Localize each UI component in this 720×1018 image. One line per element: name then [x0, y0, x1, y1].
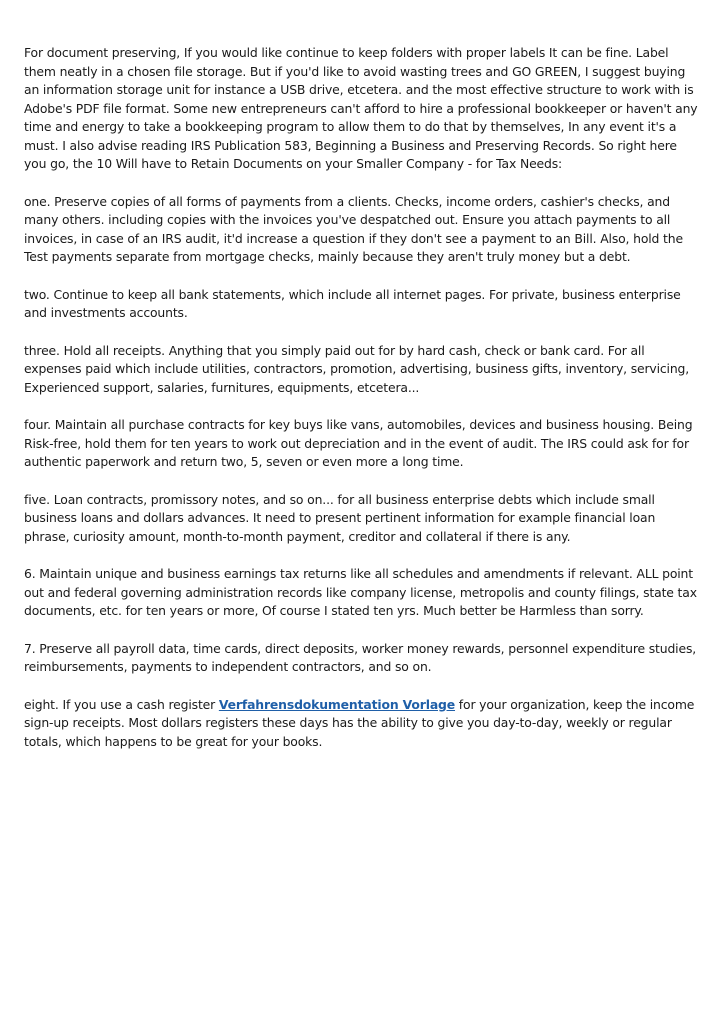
- list-item-7: 7. Preserve all payroll data, time cards, direct deposits, worker money rewards, personnel expenditure studies, reimbursements, payments to independent contractors, and so on.: [24, 640, 697, 674]
- list-item-2: two. Continue to keep all bank statements, which include all internet pages. For private, business enterprise and investments accounts.: [24, 286, 681, 320]
- list-item-8-before-link: eight. If you use a cash register: [24, 696, 219, 712]
- verfahrensdokumentation-link[interactable]: Verfahrensdokumentation Vorlage: [218, 696, 456, 712]
- list-item-3: three. Hold all receipts. Anything that you simply paid out for by hard cash, check or bank card. For all expenses paid which include utilities, contractors, promotion, advertising, business gifts, inventory, servicing, Experienced support, salaries, furnitures, equipments, etcetera...: [24, 342, 690, 395]
- list-item-1: one. Preserve copies of all forms of payments from a clients. Checks, income orders, cashier's checks, and many others. including copies with the invoices you've despatched out. Ensure you attach payments to all invoices, in case of an IRS audit, it'd increase a question if they don't see a payment to an Bill. Also, hold the Test payments separate from mortgage checks, mainly because they aren't truly money but a debt.: [24, 193, 683, 264]
- list-item-6: 6. Maintain unique and business earnings tax returns like all schedules and amendments if relevant. ALL point out and federal governing administration records like company license, metropolis and county filings, state tax documents, etc. for ten years or more, Of course I stated ten yrs. Much better be Harmless than sorry.: [24, 566, 697, 618]
- list-item-4: four. Maintain all purchase contracts for key buys like vans, automobiles, devices and business housing. Being Risk-free, hold them for ten years to work out depreciation and in the event of audit. The IRS could ask for for authentic paperwork and return two, 5, seven or even more a long time.: [24, 417, 693, 469]
- document-body: [24, 44, 699, 770]
- list-item-8: [24, 696, 699, 752]
- list-item-8-after-link: for your organization, keep the income sign-up receipts. Most dollars registers these days has the ability to give you day-to-day, weekly or regular totals, which happens to be great for your books.: [24, 696, 695, 749]
- list-item-5: five. Loan contracts, promissory notes, and so on... for all business enterprise debts which include small business loans and dollars advances. It need to present pertinent information for example financial loan phrase, curiosity amount, month-to-month payment, creditor and collateral if there is any.: [24, 491, 656, 544]
- intro-paragraph: For document preserving, If you would like continue to keep folders with proper labels It can be fine. Label them neatly in a chosen file storage. But if you'd like to avoid wasting trees and GO GREEN, I suggest buying an information storage unit for instance a USB drive, etcetera. and the most effective structure to work with is Adobe's PDF file format. Some new entrepreneurs can't afford to hire a professional bookkeeper or haven't any time and energy to take a bookkeeping program to allow them to do that by themselves, In any event it's a must. I also advise reading IRS Publication 583, Beginning a Business and Preserving Records. So right here you go, the 10 Will have to Retain Documents on your Smaller Company - for Tax Needs:: [24, 45, 698, 171]
